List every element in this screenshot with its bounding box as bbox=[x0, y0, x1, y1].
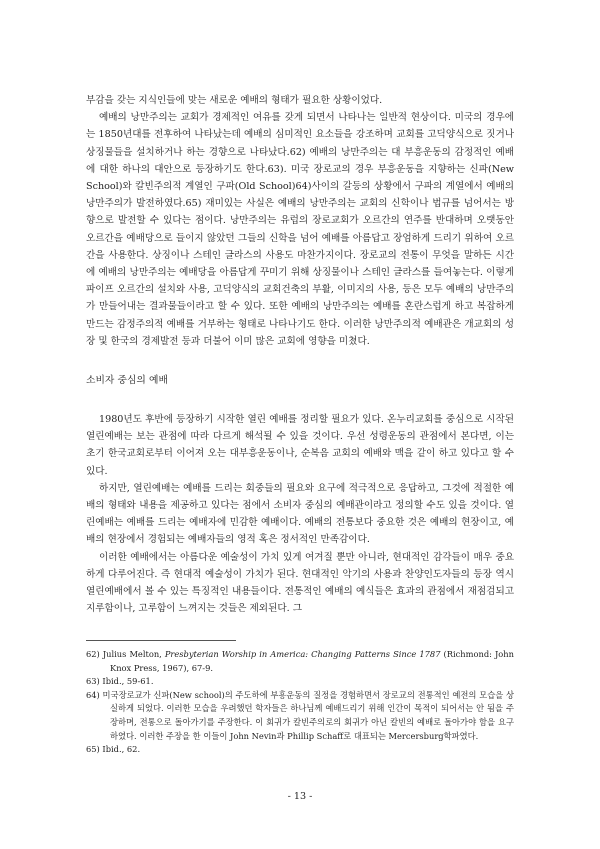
footnote-65: 65) Ibid., 62. bbox=[86, 744, 141, 755]
footnote-62-author: 62) Julius Melton, bbox=[86, 649, 165, 659]
paragraph-open-worship: 1980년도 후반에 등장하기 시작한 열린 예배를 정리할 필요가 있다. 온누리교회를 중심으로 시작된 열린예배는 보는 관점에 따라 다르게 해석될 수 있을 것이다. 우선 성령운동의 관점에서 본다면, 이는 초기 한국교회로부터 이어져 오는 대부흥운동이나, 순복음 교회의 예배와 맥을 같이 하고 있다고 할 수 있다. bbox=[86, 414, 514, 477]
footnote-62 bbox=[86, 648, 514, 675]
paragraph-continuation: 부감을 갖는 지식인들에 맞는 새로운 예배의 형태가 필요한 상황이었다. bbox=[86, 95, 383, 106]
paragraph-modern-art: 이러한 예배에서는 아름다운 예술성이 가치 있게 여겨질 뿐만 아니라, 현대적인 감각들이 매우 중요하게 다루어진다. 즉 현대적 예술성이 가치가 된다. 현대적인 악기의 사용과 찬양인도자들의 등장 역시 열린예배에서 볼 수 있는 특징적인 내용들이다. 전통적인 예배의 예식들은 효과의 관점에서 재점검되고 지루함이나, 고루함이 느껴지는 것들은 제외된다. 그 bbox=[86, 551, 514, 615]
paragraph-romanticism: 예배의 낭만주의는 교회가 경제적인 여유를 갖게 되면서 나타나는 일반적 현상이다. 미국의 경우에는 1850년대를 전후하여 나타났는데 예배의 심미적인 요소들을 강조하며 교회를 고딕양식으로 짓거나 상징물들을 설치하거나 하는 경향으로 나타났다.62) 예배의 낭만주의는 대 부흥운동의 감정적인 예배에 대한 하나의 대안으로 등장하기도 한다.63). 미국 장로교의 경우 부흥운동을 지향하는 신파(New School)와 칼빈주의적 계열인 구파(Old School)64)사이의 갈등의 상황에서 구파의 계열에서 예배의 낭만주의가 발전하였다.65) 재미있는 사실은 예배의 낭만주의는 교회의 신학이나 법규를 넘어서는 방향으로 발전할 수 있다는 점이다. 낭만주의는 유럽의 장로교회가 오르간의 연주를 반대하며 오랫동안 오르간을 예배당으로 들이지 않았던 그들의 신학을 넘어 예배를 아름답고 장엄하게 드리기 위하여 오르간을 사용한다. 상징이나 스테인 글라스의 사용도 마찬가지이다. 장로교의 전통이 무엇을 말하든 시간에 예배의 낭만주의는 예배당을 아름답게 꾸미기 위해 상징물이나 스테인 글라스를 들여놓는다. 이렇게 파이프 오르간의 설치와 사용, 고딕양식의 교회건축의 부활, 이미지의 사용, 등은 모두 예배의 낭만주의가 만들어내는 결과물들이라고 할 수 있다. 또한 예배의 낭만주의는 예배를 혼란스럽게 하고 복잡하게 만드는 감정주의적 예배를 거부하는 형태로 나타나기도 한다. 이러한 낭만주의적 예배관은 개교회의 성장 및 한국의 경제발전 등과 더불어 이미 많은 교회에 영향을 미쳤다. bbox=[86, 112, 514, 347]
footnote-62-title: Presbyterian Worship in America: Changing Patterns Since 1787 bbox=[164, 649, 441, 659]
page-number: - 13 - bbox=[287, 791, 313, 802]
footnote-62-publisher: (Richmond: John Knox Press, 1967), 67-9. bbox=[110, 649, 514, 673]
paragraph-consumer-worship: 하지만, 열린예배는 예배를 드리는 회중들의 필요와 요구에 적극적으로 응답하고, 그것에 적절한 예배의 형태와 내용을 제공하고 있다는 점에서 소비자 중심의 예배관이라고 정의할 수도 있을 것이다. 열린예배는 예배를 드리는 예배자에 민감한 예배이다. 예배의 전통보다 중요한 것은 예배의 현장이고, 예배의 현장에서 경험되는 예배자들의 영적 혹은 정서적인 만족감이다. bbox=[86, 482, 514, 546]
footnote-64: 64) 미국장로교가 신파(New school)의 주도하에 부흥운동의 질정을 경험하면서 장로교의 전통적인 예전의 모습을 상실하게 되었다. 이러한 모습을 우려했던 학자들은 하나님께 예배드리기 위해 인간이 목적이 되어서는 안 됨을 주장하며, 전통으로 돌아가기를 주장한다. 이 회귀가 칼빈주의로의 회귀가 아닌 칼빈의 예배로 돌아가야 함을 요구하였다. 이러한 주장을 한 이들이 John Nevin과 Phillip Schaff로 대표되는 Mercersburg학파였다. bbox=[86, 689, 514, 741]
body-text bbox=[86, 92, 514, 617]
footnote-63: 63) Ibid., 59-61. bbox=[86, 676, 154, 687]
footnote-divider bbox=[86, 640, 236, 641]
section-heading: 소비자 중심의 예배 bbox=[86, 375, 168, 387]
footnotes bbox=[86, 648, 514, 757]
